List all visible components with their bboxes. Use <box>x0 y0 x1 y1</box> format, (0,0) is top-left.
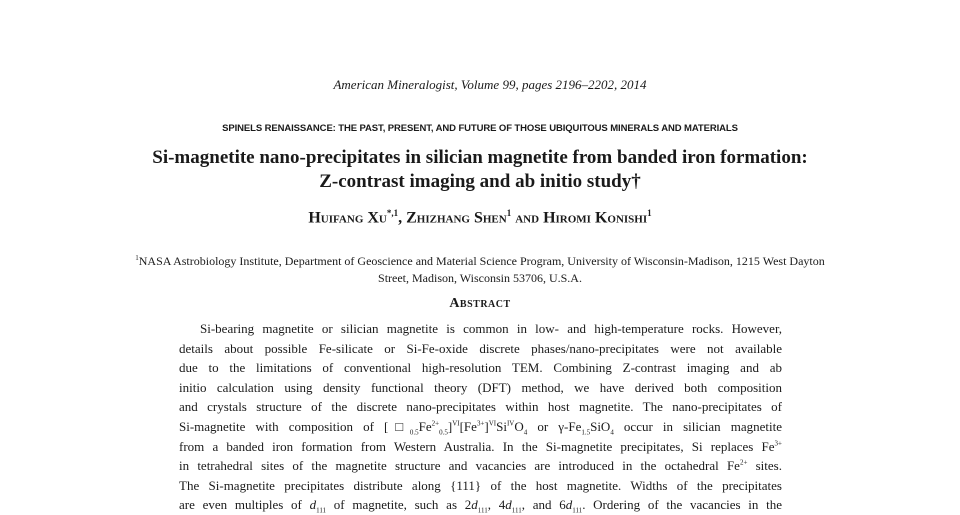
affiliation-mark: 1 <box>135 254 139 262</box>
subscript: 0.5 <box>409 428 419 437</box>
subscript: 4 <box>523 428 528 437</box>
affiliation-line-1 <box>95 250 865 270</box>
abstract-line: due to the limitations of conventional high-resolution TEM. Combining Z-contrast imaging and ab <box>179 360 782 376</box>
text-run: of magnetite, such as 2 <box>326 497 472 513</box>
text-run: Si-magnetite with composition of [ <box>179 418 389 434</box>
affiliation <box>95 250 865 287</box>
abstract-line: Si-bearing magnetite or silician magnetite is common in low- and high-temperature rocks. However, <box>200 321 782 336</box>
superscript: VI <box>452 419 460 428</box>
italic-symbol: d <box>471 497 478 513</box>
superscript: 3+ <box>774 439 782 448</box>
abstract-heading: Abstract <box>449 296 511 311</box>
text-run: Fe <box>418 418 432 434</box>
vacancy-box-symbol: □ <box>388 418 410 434</box>
italic-symbol: d <box>505 497 512 513</box>
superscript: VI <box>488 419 497 428</box>
abstract-line: and crystals structure of the discrete nano-precipitates within host magnetite. The nano-precipitates of <box>179 399 782 415</box>
text-run: are even multiples of <box>179 497 310 513</box>
series-heading: SPINELS RENAISSANCE: THE PAST, PRESENT, AND FUTURE OF THOSE UBIQUITOUS MINERALS AND MATERIALS <box>222 123 738 134</box>
abstract-line: initio calculation using density functional theory (DFT) method, we have derived both composition <box>179 379 782 395</box>
text-run: , and 6 <box>521 497 566 513</box>
author-mark: 1 <box>506 208 512 218</box>
author-separator: and <box>511 209 544 227</box>
author-mark: 1 <box>647 208 652 218</box>
text-run: ] <box>484 418 489 434</box>
journal-citation: American Mineralogist, Volume 99, pages 2196–2202, 2014 <box>333 77 647 92</box>
subscript: 4 <box>610 428 614 437</box>
superscript: 3+ <box>476 419 485 428</box>
author-name: Huifang Xu <box>308 209 387 227</box>
superscript: 2+ <box>739 458 748 467</box>
subscript: 111 <box>477 506 488 515</box>
italic-symbol: d <box>309 497 317 513</box>
author-name: Zhizhang Shen <box>406 209 507 227</box>
text-run: in tetrahedral sites of the magnetite structure and vacancies are introduced in the octahedral Fe <box>179 458 740 474</box>
text-run: Si <box>496 418 507 434</box>
text-run: from a banded iron formation from Western Australia. In the Si-magnetite precipitates, Si replaces Fe <box>179 438 775 454</box>
text-run: or γ-Fe <box>527 418 582 434</box>
subscript: 111 <box>572 506 583 515</box>
abstract-line <box>179 437 782 457</box>
abstract-body <box>179 319 782 515</box>
text-run: sites. <box>747 458 782 474</box>
affiliation-line-2: Street, Madison, Wisconsin 53706, U.S.A. <box>378 271 582 285</box>
title-line-2: Z-contrast imaging and ab initio study† <box>319 171 641 192</box>
subscript: 111 <box>511 506 522 515</box>
author-mark: *,1 <box>386 208 399 218</box>
text-run: [Fe <box>459 418 477 434</box>
author-separator: , <box>398 209 407 227</box>
subscript: 1.5 <box>581 428 591 437</box>
text-run: . Ordering of the vacancies in the <box>582 497 783 513</box>
italic-symbol: d <box>565 497 573 513</box>
superscript: IV <box>506 419 515 428</box>
text-run: SiO <box>590 418 611 434</box>
text-run: occur in silician magnetite <box>613 418 782 434</box>
abstract-line <box>179 417 782 437</box>
abstract-line: The Si-magnetite precipitates distribute along {111} of the host magnetite. Widths of the precipitates <box>179 477 782 493</box>
text-run: ] <box>447 418 453 434</box>
author-list <box>0 208 960 227</box>
subscript: 111 <box>316 506 327 515</box>
text-run: , 4 <box>487 497 506 513</box>
title-line-1: Si-magnetite nano-precipitates in silician magnetite from banded iron formation: <box>152 147 808 168</box>
superscript: 2+ <box>431 419 440 428</box>
affiliation-text: NASA Astrobiology Institute, Department of Geoscience and Material Science Program, University of Wisconsin-Madison, 1215 West Dayton <box>138 254 825 268</box>
text-run: O <box>514 418 524 434</box>
paper-title <box>0 146 960 194</box>
abstract-line <box>179 456 782 476</box>
subscript: 0.5 <box>439 428 448 437</box>
abstract-line <box>179 495 782 515</box>
abstract-line: details about possible Fe-silicate or Si-Fe-oxide discrete phases/nano-precipitates were not available <box>179 340 782 356</box>
author-name: Hiromi Konishi <box>543 209 648 227</box>
